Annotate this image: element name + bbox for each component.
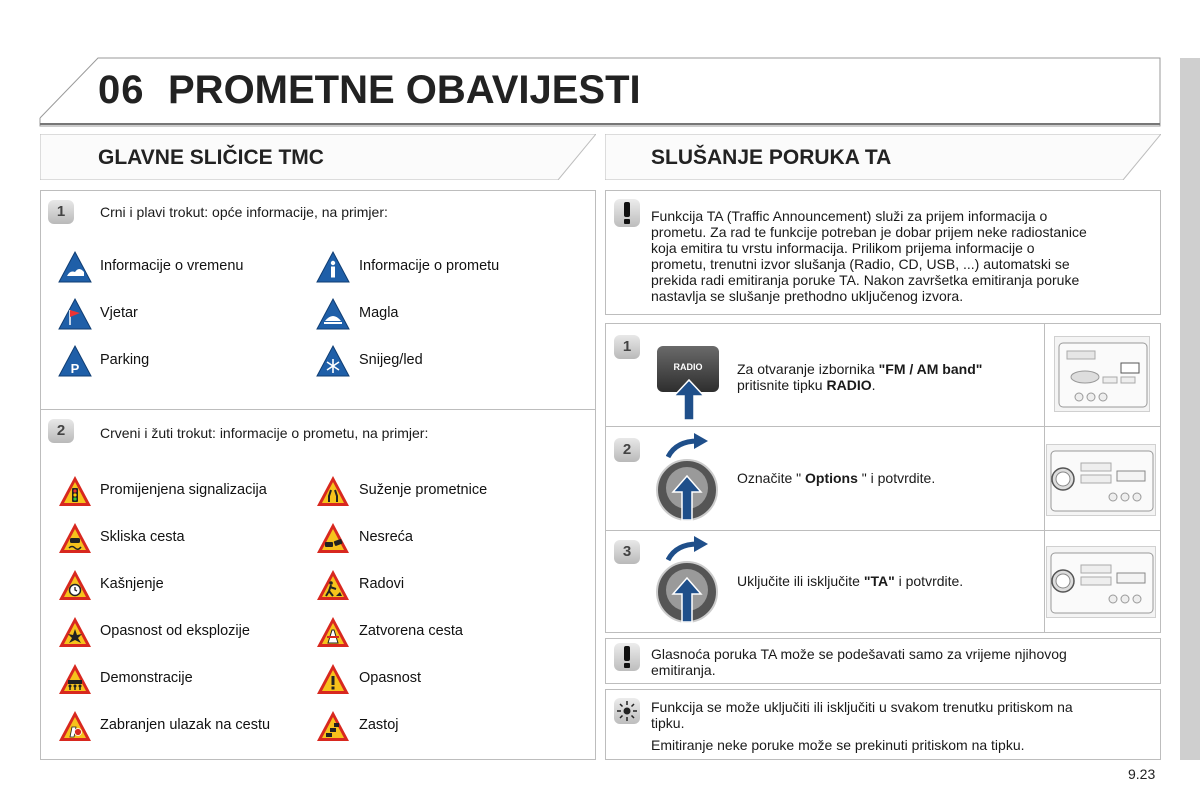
tip-text: Funkcija se može uključiti ili isključiti u svakom trenutku pritiskom na tipku. Emitiranje neke poruke može se prekinuti pritiskom na tipku. — [651, 699, 1073, 753]
explosion-icon — [58, 615, 92, 649]
item-label: Kašnjenje — [100, 576, 164, 592]
item-label: Zastoj — [359, 717, 399, 733]
demonstration-icon — [58, 662, 92, 696]
page-title: PROMETNE OBAVIJESTI — [168, 68, 641, 112]
radio-panel-thumbnail — [1046, 444, 1156, 516]
weather-icon — [58, 250, 92, 284]
right-section-title: SLUŠANJE PORUKA TA — [651, 146, 892, 169]
ta-info-text: Funkcija TA (Traffic Announcement) služi za prijem informacija o prometu. Za rad te funkcije potreban je dobar prijem neke radiostanice koja emitira tu vrstu informacija. Prilikom prijema informacije o prometu, trenutni izvor slušanja (Radio, CD, USB, ...) automatski se prekida radi emitiranja poruke TA. Nakon završetka emitiranja poruke nastavlja se slušanje prethodno uključenog izvora. — [651, 208, 1087, 304]
parking-icon — [58, 344, 92, 378]
item-label: Informacije o vremenu — [100, 258, 244, 274]
traffic-jam-icon — [316, 709, 350, 743]
left-section-header — [40, 134, 596, 180]
item-label: Vjetar — [100, 305, 138, 321]
snow-icon — [316, 344, 350, 378]
exclamation-icon — [316, 662, 350, 696]
chapter-number: 06 — [98, 68, 145, 112]
item-label: Skliska cesta — [100, 529, 185, 545]
press-arrow-icon — [672, 378, 706, 422]
wind-icon — [58, 297, 92, 331]
item-label: Demonstracije — [100, 670, 193, 686]
warning-icon — [614, 199, 640, 227]
warning-icon — [614, 643, 640, 671]
section1-intro: Crni i plavi trokut: opće informacije, na primjer: — [100, 204, 388, 220]
side-stripe — [1180, 58, 1200, 760]
rotate-arrow-icon — [666, 536, 710, 562]
item-label: Magla — [359, 305, 399, 321]
control-knob-icon — [655, 560, 719, 626]
item-label: Opasnost — [359, 670, 422, 686]
radio-panel-thumbnail — [1046, 546, 1156, 618]
radio-panel-thumbnail — [1054, 336, 1150, 412]
section2-intro: Crveni i žuti trokut: informacije o prometu, na primjer: — [100, 425, 429, 441]
roadworks-icon — [316, 568, 350, 602]
divider — [605, 426, 1161, 427]
no-entry-icon — [58, 709, 92, 743]
divider — [1044, 323, 1045, 633]
info-icon — [316, 250, 350, 284]
item-label: Promijenjena signalizacija — [100, 482, 267, 498]
svg-text:P: P — [70, 361, 80, 376]
item-label: Suženje prometnice — [359, 482, 488, 498]
step3-text: Uključite ili isključite "TA" i potvrdite. — [737, 573, 964, 589]
step1-text: Za otvaranje izbornika "FM / AM band" pritisnite tipku RADIO. — [737, 361, 983, 393]
accident-icon — [316, 521, 350, 555]
divider — [605, 530, 1161, 531]
right-section-header — [605, 134, 1161, 180]
left-section-title: GLAVNE SLIČICE TMC — [98, 146, 324, 169]
road-narrows-icon — [316, 474, 350, 508]
divider — [40, 409, 596, 410]
traffic-light-icon — [58, 474, 92, 508]
item-label: Informacije o prometu — [359, 258, 500, 274]
step2-badge: 2 — [614, 438, 640, 462]
item-label: Nesreća — [359, 529, 413, 545]
volume-note-text: Glasnoća poruka TA može se podešavati samo za vrijeme njihovog emitiranja. — [651, 646, 1067, 678]
tip-icon — [614, 698, 640, 724]
radio-key-label: RADIO — [673, 362, 703, 372]
rotate-arrow-icon — [666, 433, 710, 459]
clock-icon — [58, 568, 92, 602]
item-label: Opasnost od eksplozije — [100, 623, 250, 639]
item-label: Parking — [100, 352, 150, 368]
item-label: Snijeg/led — [359, 352, 423, 368]
step3-badge: 3 — [614, 540, 640, 564]
item-label: Zatvorena cesta — [359, 623, 463, 639]
closed-road-icon — [316, 615, 350, 649]
control-knob-icon — [655, 458, 719, 524]
step1-badge: 1 — [614, 335, 640, 359]
section2-badge: 2 — [48, 419, 74, 443]
step2-text: Označite " Options " i potvrdite. — [737, 470, 936, 486]
slippery-road-icon — [58, 521, 92, 555]
item-label: Zabranjen ulazak na cestu — [100, 717, 271, 733]
fog-icon — [316, 297, 350, 331]
item-label: Radovi — [359, 576, 405, 592]
section1-badge: 1 — [48, 200, 74, 224]
page-number: 9.23 — [1128, 766, 1156, 782]
